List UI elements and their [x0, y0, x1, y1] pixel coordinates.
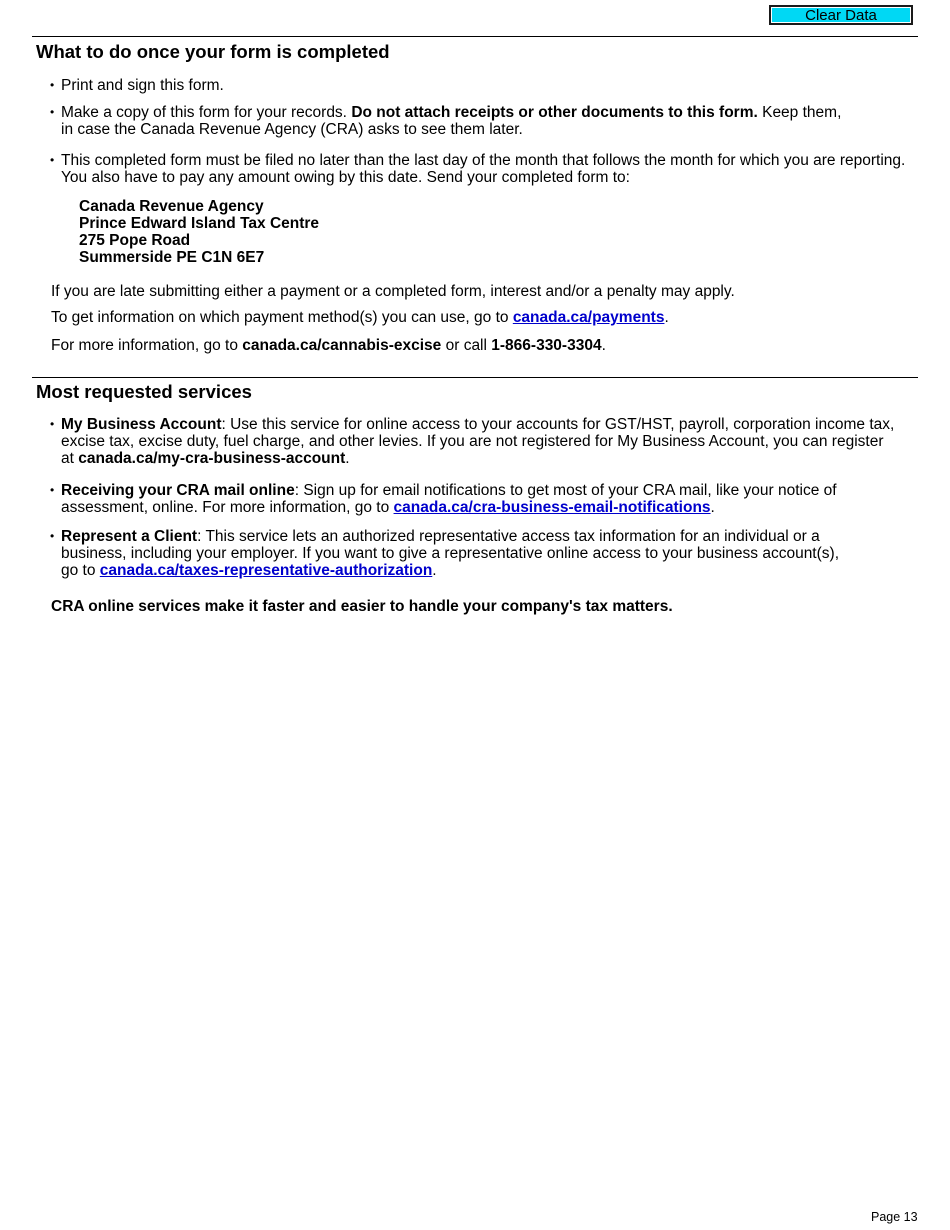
bullet-print-sign: Print and sign this form. — [61, 77, 224, 94]
more-info: For more information, go to canada.ca/cannabis-excise or call 1-866-330-3304. — [51, 337, 606, 354]
bullet-icon: • — [50, 483, 55, 497]
service-mail-online-line2: assessment, online. For more information, go to canada.ca/cra-business-email-notifications. — [61, 499, 715, 516]
service-represent-client-line3: go to canada.ca/taxes-representative-authorization. — [61, 562, 437, 579]
bullet-icon: • — [50, 529, 55, 543]
section-divider-services — [32, 377, 918, 378]
clear-data-button[interactable]: Clear Data — [769, 5, 913, 25]
bullet-make-copy: Make a copy of this form for your records. Do not attach receipts or other documents to this form. Keep them, — [61, 104, 842, 121]
address-line-street: 275 Pope Road — [79, 232, 191, 249]
address-line-city: Summerside PE C1N 6E7 — [79, 249, 265, 266]
section-divider-top — [32, 36, 918, 37]
section-heading-completed: What to do once your form is completed — [36, 41, 390, 62]
address-line-centre: Prince Edward Island Tax Centre — [79, 215, 320, 232]
bullet-icon: • — [50, 153, 55, 167]
service-my-business-account: My Business Account: Use this service for online access to your accounts for GST/HST, payroll, corporation income tax, — [61, 416, 895, 433]
service-my-business-account-line2: excise tax, excise duty, fuel charge, and other levies. If you are not registered for My Business Account, you can register — [61, 433, 884, 450]
email-notifications-link[interactable]: canada.ca/cra-business-email-notifications — [393, 499, 711, 516]
service-mail-online: Receiving your CRA mail online: Sign up for email notifications to get most of your CRA mail, like your notice of — [61, 482, 837, 499]
section-heading-services: Most requested services — [36, 381, 252, 402]
late-submission-note: If you are late submitting either a payment or a completed form, interest and/or a penalty may apply. — [51, 283, 735, 300]
closing-statement: CRA online services make it faster and easier to handle your company's tax matters. — [51, 598, 673, 615]
payment-info: To get information on which payment method(s) you can use, go to canada.ca/payments. — [51, 309, 669, 326]
bullet-filing-deadline: This completed form must be filed no later than the last day of the month that follows the month for which you are reporting. — [61, 152, 906, 169]
bullet-filing-deadline-line2: You also have to pay any amount owing by this date. Send your completed form to: — [61, 169, 630, 186]
address-line-agency: Canada Revenue Agency — [79, 198, 264, 215]
bullet-icon: • — [50, 78, 55, 92]
service-represent-client: Represent a Client: This service lets an authorized representative access tax information for an individual or a — [61, 528, 820, 545]
service-my-business-account-line3: at canada.ca/my-cra-business-account. — [61, 450, 350, 467]
bullet-make-copy-line2: in case the Canada Revenue Agency (CRA) asks to see them later. — [61, 121, 523, 138]
payments-link[interactable]: canada.ca/payments — [512, 309, 665, 326]
bullet-icon: • — [50, 417, 55, 431]
page-number: Page 13 — [871, 1210, 918, 1224]
bullet-icon: • — [50, 105, 55, 119]
service-represent-client-line2: business, including your employer. If you want to give a representative online access to your business account(s), — [61, 545, 839, 562]
representative-authorization-link[interactable]: canada.ca/taxes-representative-authorization — [99, 562, 433, 579]
